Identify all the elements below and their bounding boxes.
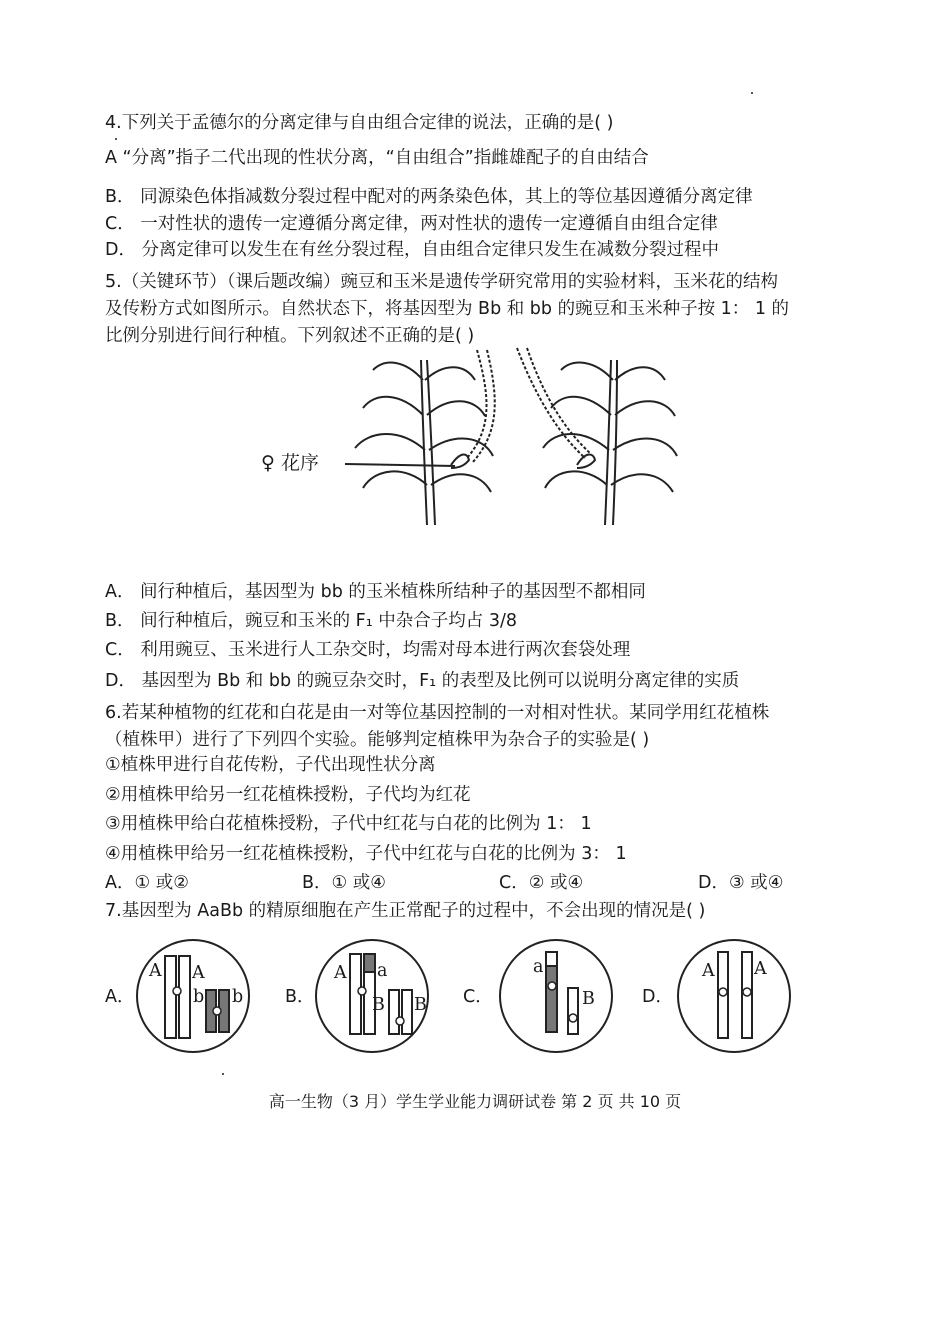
cell-a-gene-3: b: [193, 987, 205, 1007]
q4-option-a: A “分离”指子二代出现的性状分离，“自由组合”指雌雄配子的自由结合: [105, 148, 649, 168]
q6-item-4: ④用植株甲给另一红花植株授粉，子代中红花与白花的比例为 3： 1: [105, 844, 627, 864]
q6-option-d: D．③ 或④: [698, 873, 784, 893]
cell-a-gene-2: A: [192, 963, 205, 983]
cell-d-gene-2: A: [754, 959, 767, 979]
q5-option-d: D． 基因型为 Bb 和 bb 的豌豆杂交时，F₁ 的表型及比例可以说明分离定律的实质: [105, 671, 740, 691]
q5-stem-line-2: 及传粉方式如图所示。自然状态下，将基因型为 Bb 和 bb 的豌豆和玉米种子按 1： 1 的: [105, 299, 790, 319]
cell-b-gene-1: A: [334, 963, 347, 983]
q7-stem: 7.基因型为 AaBb 的精原细胞在产生正常配子的过程中，不会出现的情况是( ): [105, 901, 706, 921]
scan-dot: [751, 92, 753, 94]
q7-option-b-label: B．: [285, 987, 315, 1007]
corn-plants-drawing: [255, 340, 695, 530]
q5-option-a: A． 间行种植后，基因型为 bb 的玉米植株所结种子的基因型不都相同: [105, 582, 646, 602]
q7-option-d-label: D．: [642, 987, 673, 1007]
q4-option-d: D． 分离定律可以发生在有丝分裂过程，自由组合定律只发生在减数分裂过程中: [105, 240, 720, 260]
q7-option-a-label: A．: [105, 987, 135, 1007]
scan-dot: [222, 1073, 224, 1075]
cell-diagram-b: [314, 938, 430, 1054]
q4-option-c: C． 一对性状的遗传一定遵循分离定律，两对性状的遗传一定遵循自由组合定律: [105, 214, 718, 234]
q4-option-b: B． 同源染色体指减数分裂过程中配对的两条染色体，其上的等位基因遵循分离定律: [105, 187, 753, 207]
cell-b-gene-3: B: [372, 995, 385, 1015]
cell-b-gene-4: B: [414, 995, 427, 1015]
q4-stem: 4.下列关于孟德尔的分离定律与自由组合定律的说法，正确的是( ): [105, 113, 614, 133]
cell-c-gene-2: B: [582, 989, 595, 1009]
scan-dot: [115, 138, 117, 140]
corn-figure: [255, 340, 695, 530]
q6-stem-line-2: （植株甲）进行了下列四个实验。能够判定植株甲为杂合子的实验是( ): [105, 730, 650, 750]
cell-b-gene-2: a: [377, 961, 388, 981]
cell-c-gene-1: a: [533, 957, 544, 977]
cell-d-gene-1: A: [702, 961, 715, 981]
inflorescence-label: ♀ 花序: [261, 452, 319, 474]
cell-diagram-d: [676, 938, 792, 1054]
q5-option-c: C． 利用豌豆、玉米进行人工杂交时，均需对母本进行两次套袋处理: [105, 640, 631, 660]
q6-option-a: A．① 或②: [105, 873, 189, 893]
page-footer: 高一生物（3 月）学生学业能力调研试卷 第 2 页 共 10 页: [268, 1092, 682, 1111]
q5-stem-line-3: 比例分别进行间行种植。下列叙述不正确的是( ): [105, 326, 475, 346]
q6-item-3: ③用植株甲给白花植株授粉，子代中红花与白花的比例为 1： 1: [105, 814, 592, 834]
cell-diagram-a: [135, 938, 251, 1054]
q6-option-b: B．① 或④: [302, 873, 386, 893]
cell-a-gene-4: b: [232, 987, 244, 1007]
cell-a-gene-1: A: [149, 961, 162, 981]
q6-stem-line-1: 6.若某种植物的红花和白花是由一对等位基因控制的一对相对性状。某同学用红花植株: [105, 703, 770, 723]
q7-option-c-label: C．: [463, 987, 493, 1007]
q5-stem-line-1: 5.（关键环节）（课后题改编）豌豆和玉米是遗传学研究常用的实验材料，玉米花的结构: [105, 272, 778, 292]
q5-option-b: B． 间行种植后，豌豆和玉米的 F₁ 中杂合子均占 3/8: [105, 611, 518, 631]
q6-item-1: ①植株甲进行自花传粉，子代出现性状分离: [105, 755, 436, 775]
q6-option-c: C．② 或④: [499, 873, 584, 893]
cell-diagram-c: [498, 938, 614, 1054]
q6-item-2: ②用植株甲给另一红花植株授粉，子代均为红花: [105, 785, 471, 805]
